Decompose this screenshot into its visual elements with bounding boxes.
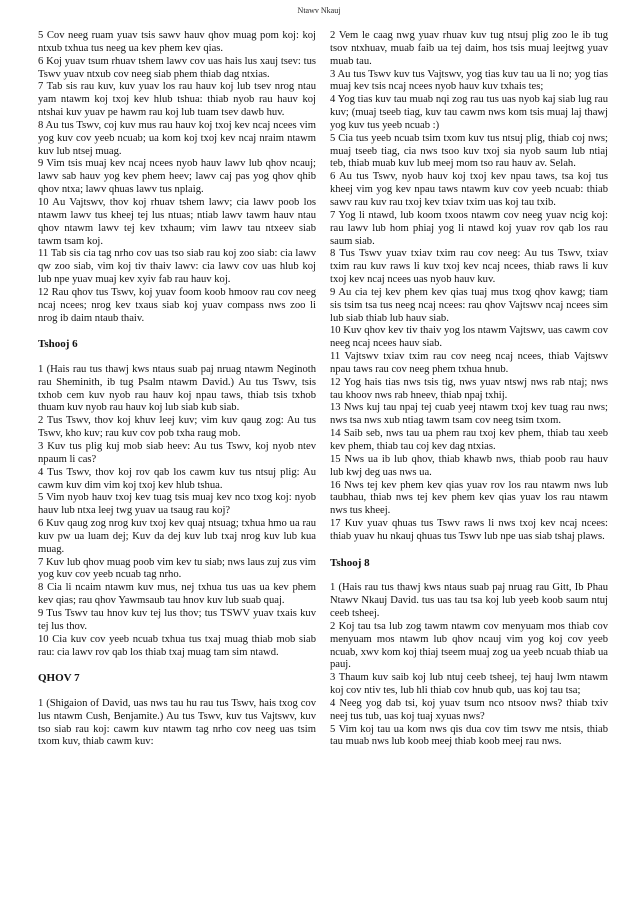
verse: 3 Kuv tus plig kuj mob siab heev: Au tus Tswv, koj nyob ntev npaum li cas? [38, 441, 316, 465]
page-header: Ntawv Nkauj [297, 6, 341, 15]
verse: 3 Au tus Tswv kuv tus Vajtswv, yog tias kuv tau ua li no; yog tias muaj kev tsis ncaj ncees nyob hauv kuv txhais tes; [330, 68, 608, 93]
right-column [330, 30, 608, 749]
chapter-heading-8: Tshooj 8 [330, 556, 370, 569]
verse: 1 (Hais rau tus thawj kws ntaus suab paj nruag ntawm Neginoth rau Sheminith, ib tug Psalm ntawm David.) Au tus Tswv, tsis txhob cem kuv nyob rau hauv koj npau taws, thiab tsis txhob thuam kuv nyob rau hauv koj lub siab kub siab. [38, 363, 316, 414]
verse: 2 Tus Tswv, thov koj khuv leej kuv; vim kuv qaug zog: Au tus Tswv, kho kuv; rau kuv cov pob txha raug mob. [38, 415, 316, 440]
verse: 17 Kuv yuav qhuas tus Tswv raws li nws txoj kev ncaj ncees: thiab yuav hu nkauj qhuas tus Tswv lub npe uas siab tshaj plaws. [330, 518, 608, 542]
verse: 12 Rau qhov tus Tswv, koj yuav foom koob hmoov rau cov neeg ncaj ncees; nrog kev txaus siab koj yuav compass nws zoo li nrog ib daim ntaub thaiv. [38, 286, 316, 324]
psalm-5-continued [38, 30, 316, 325]
verse: 2 Vem le caag nwg yuav rhuav kuv tug ntsuj plig zoo le ib tug tsov ntxhuav, muab faib ua tej daim, hos tsis muaj leejtwg yuav muab tau. [330, 30, 608, 67]
psalm-7 [38, 698, 316, 749]
verse: 2 Koj tau tsa lub zog tawm ntawm cov menyuam mos thiab cov menyuam mos ntawm lub qhov ncauj vim yog koj cov yeeb ncuab, xwv kom koj thiaj tseem muaj zog ua yeeb ncuab thiab ua pauj. [330, 620, 608, 671]
verse: 5 Vim koj tau ua kom nws qis dua cov tim tswv me ntsis, thiab tau muab nws lub koob meej thiab koob meej rau nws. [330, 723, 608, 748]
psalm-8 [330, 582, 608, 749]
verse: 12 Yog hais tias nws tsis tig, nws yuav ntswj nws rab ntaj; nws tau khoov nws rab hneev, thiab npaj txhij. [330, 376, 608, 401]
verse: 1 (Shigaion of David, uas nws tau hu rau tus Tswv, hais txog cov lus ntawm Cush, Benjamite.) Au tus Tswv, kuv tus Vajtswv, kuv tso siab rau koj: cawm kuv ntawm tag nrho cov neeg uas tsim txom kuv, thiab cawm kuv: [38, 697, 316, 748]
verse: 4 Tus Tswv, thov koj rov qab los cawm kuv tus ntsuj plig: Au cawm kuv dim vim koj txoj kev hlub tshua. [38, 466, 316, 491]
verse: 11 Tab sis cia tag nrho cov uas tso siab rau koj zoo siab: cia lawv qw zoo siab, vim koj tiv thaiv lawv: cia lawv cov uas hlub koj lub npe yuav muaj kev xyiv fab rau hauv koj. [38, 248, 316, 286]
verse: 6 Kuv qaug zog nrog kuv txoj kev quaj ntsuag; txhua hmo ua rau kuv pw ua luam dej; Kuv da dej kuv lub txaj nrog kuv lub kua muag. [38, 518, 316, 555]
verse: 9 Tus Tswv tau hnov kuv tej lus thov; tus TSWV yuav txais kuv tej lus thov. [38, 607, 316, 632]
verse: 8 Tus Tswv yuav txiav txim rau cov neeg: Au tus Tswv, txiav txim rau kuv raws li kuv txoj kev ncaj ncees, thiab raws li kuv txoj kev ncaj ncees uas nyob hauv kuv. [330, 248, 608, 286]
verse: 5 Cia tus yeeb ncuab tsim txom kuv tus ntsuj plig, thiab coj nws; muaj tseeb tiag, cia nws tsoo kuv txoj sia nyob saum lub ntiaj teb, thiab muab kuv lub meej mom tso rau hauv av. Selah. [330, 132, 608, 170]
verse: 10 Cia kuv cov yeeb ncuab txhua tus txaj muag thiab mob siab rau: cia lawv rov qab los thiab txaj muag tam sim ntawd. [38, 633, 316, 658]
verse: 9 Vim tsis muaj kev ncaj ncees nyob hauv lawv lub qhov ncauj; lawv sab hauv yog kev phem heev; lawv caj pas yog qhov qhib qhov ntxa; lawv qhuas lawv tus nplaig. [38, 158, 316, 196]
verse: 9 Au cia tej kev phem kev qias tuaj mus txog qhov kawg; tiam sis tsim tsa tus neeg ncaj ncees: rau qhov Vajtswv ncaj ncees sim lub siab thiab lub hauv siab. [330, 286, 608, 324]
chapter-heading-6: Tshooj 6 [38, 338, 78, 351]
verse: 4 Neeg yog dab tsi, koj yuav tsum nco ntsoov nws? thiab txiv neej tus tub, uas koj tuaj xyuas nws? [330, 697, 608, 722]
verse: 16 Nws tej kev phem kev qias yuav rov los rau ntawm nws lub taubhau, thiab nws tej kev phem kev qias yuav los rau ntawm nws tus kheej. [330, 479, 608, 517]
verse: 7 Tab sis rau kuv, kuv yuav los rau hauv koj lub tsev nrog ntau yam ntawm koj txoj kev hlub tshua: thiab nyob rau hauv koj ntshai kuv yuav pe hawm rau koj lub tuam tsev dawb huv. [38, 81, 316, 119]
verse: 8 Cia li ncaim ntawm kuv mus, nej txhua tus uas ua kev phem kev qias; rau qhov Yawmsaub tau hnov kuv lub suab quaj. [38, 582, 316, 607]
left-column [38, 30, 316, 749]
verse: 4 Yog tias kuv tau muab nqi zog rau tus uas nyob kaj siab lug rau kuv; (muaj tseeb tiag, kuv tau cawm nws kom tsis muaj laj thawj yog kuv tus yeeb ncuab :) [330, 94, 608, 131]
verse: 11 Vajtswv txiav txim rau cov neeg ncaj ncees, thiab Vajtswv npau taws rau cov neeg phem txhua hnub. [330, 351, 608, 375]
verse: 6 Koj yuav tsum rhuav tshem lawv cov uas hais lus xauj tsev: tus Tswv yuav ntxub cov neeg siab phem thiab dag ntxias. [38, 55, 316, 80]
psalm-7-continued [330, 30, 608, 544]
verse: 6 Au tus Tswv, nyob hauv koj txoj kev npau taws, tsa koj tus kheej vim yog kev npau taws ntawm kuv cov yeeb ncuab: thiab sawv rau kuv rau txoj kev txiav txim uas koj tau txib. [330, 171, 608, 208]
verse: 7 Yog li ntawd, lub koom txoos ntawm cov neeg yuav ncig koj: rau lawv lub hom phiaj yog li ntawd koj yuav rov qab los rau saum siab. [330, 209, 608, 247]
verse: 5 Cov neeg ruam yuav tsis sawv hauv qhov muag pom koj: koj ntxub txhua tus neeg ua kev phem kev qias. [38, 30, 316, 54]
verse: 3 Thaum kuv saib koj lub ntuj ceeb tsheej, tej hauj lwm ntawm koj cov ntiv tes, lub hli thiab cov hnub qub, uas koj tau tsa; [330, 672, 608, 697]
verse: 14 Saib seb, nws tau ua phem rau txoj kev phem, thiab tau xeeb kev phem, thiab tau coj kev dag ntxias. [330, 428, 608, 452]
verse: 8 Au tus Tswv, coj kuv mus rau hauv koj txoj kev ncaj ncees vim yog kuv cov yeeb ncuab; ua kom koj txoj kev ncaj nraim ntawm kuv lub ntsej muag. [38, 119, 316, 157]
verse: 5 Vim nyob hauv txoj kev tuag tsis muaj kev nco txog koj: nyob hauv lub ntxa leej twg yuav ua tsaug rau koj? [38, 492, 316, 517]
verse: 13 Nws kuj tau npaj tej cuab yeej ntawm txoj kev tuag rau nws; nws tsa nws xub ntiag tawm tsam cov neeg tsim txom. [330, 402, 608, 427]
verse: 1 (Hais rau tus thawj kws ntaus suab paj nruag rau Gitt, Ib Phau Ntawv Nkauj David. tus uas tau tsa koj lub yeeb koob saum ntuj ceeb tsheej. [330, 582, 608, 619]
chapter-heading-7: QHOV 7 [38, 672, 80, 685]
verse: 7 Kuv lub qhov muag poob vim kev tu siab; nws laus zuj zus vim yog kuv cov yeeb ncuab tag nrho. [38, 556, 316, 581]
verse: 10 Kuv qhov kev tiv thaiv yog los ntawm Vajtswv, uas cawm cov neeg ncaj ncees hauv siab. [330, 325, 608, 350]
verse: 15 Nws ua ib lub qhov, thiab khawb nws, thiab poob rau hauv lub kwj deg uas nws ua. [330, 453, 608, 478]
verse: 10 Au Vajtswv, thov koj rhuav tshem lawv; cia lawv poob los ntawm lawv tus kheej tej lus ntuas; ntiab lawv tawm hauv ntau qhov ntawm lawv tej kev txhaum; vim lawv tau ntxeev siab tawm tsam koj. [38, 196, 316, 247]
psalm-6 [38, 364, 316, 659]
